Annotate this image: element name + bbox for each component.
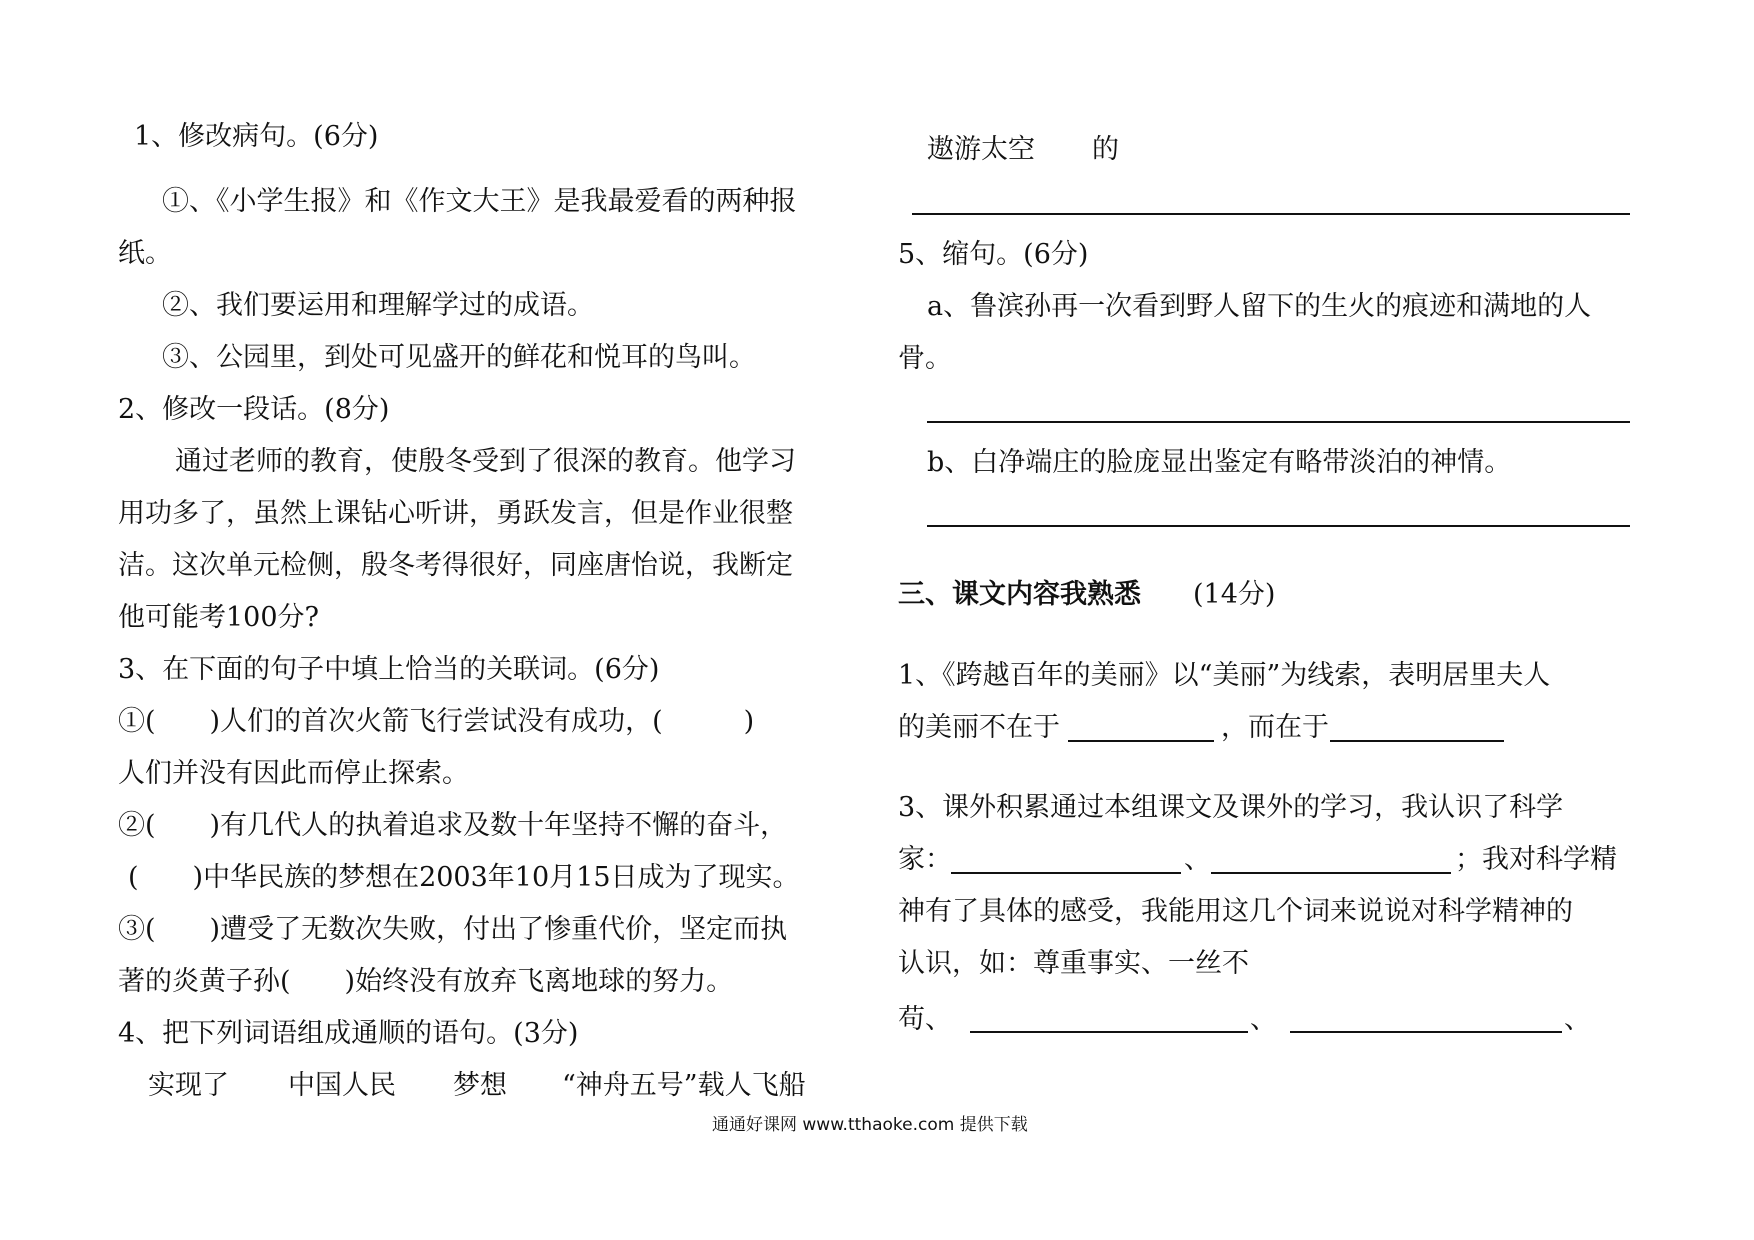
s3-q3-suffix: ；我对科学精 bbox=[1455, 844, 1617, 875]
section-3-score: (14分) bbox=[1193, 579, 1276, 610]
q2-paragraph-line-1: 通过老师的教育，使殷冬受到了很深的教育。他学习 bbox=[175, 446, 796, 477]
q3-item-3: ③( )遭受了无数次失败，付出了惨重代价，坚定而执 bbox=[118, 914, 788, 945]
q5-answer-line-b[interactable] bbox=[927, 525, 1630, 527]
s3-q3-line-1: 3、课外积累通过本组课文及课外的学习，我认识了科学 bbox=[898, 792, 1564, 823]
q4-answer-line[interactable] bbox=[912, 213, 1630, 215]
s3-q1-blank-2[interactable] bbox=[1330, 740, 1504, 742]
q1-sentence-2: ②、我们要运用和理解学过的成语。 bbox=[162, 290, 594, 321]
s3-q3-line-5-prefix: 苟、 bbox=[898, 1004, 952, 1035]
q1-title: 1、修改病句。(6分) bbox=[134, 121, 379, 152]
q4-word-6: 的 bbox=[1092, 134, 1119, 165]
q3-title: 3、在下面的句子中填上恰当的关联词。(6分) bbox=[118, 654, 660, 685]
s3-q1-mid: ，而在于 bbox=[1221, 712, 1329, 743]
s3-q3-separator: 、 bbox=[1184, 844, 1211, 875]
q2-paragraph-line-2: 用功多了，虽然上课钻心听讲，勇跃发言，但是作业很整 bbox=[118, 498, 793, 529]
q3-item-2: ②( )有几代人的执着追求及数十年坚持不懈的奋斗， bbox=[118, 810, 788, 841]
q4-word-2: 中国人民 bbox=[288, 1070, 396, 1101]
q5-title: 5、缩句。(6分) bbox=[898, 239, 1089, 270]
q1-sentence-3: ③、公园里，到处可见盛开的鲜花和悦耳的鸟叫。 bbox=[162, 342, 756, 373]
s3-q3-separator-3: 、 bbox=[1564, 1004, 1591, 1035]
q3-item-1-cont: 人们并没有因此而停止探索。 bbox=[118, 758, 469, 789]
s3-q3-prefix: 家： bbox=[898, 844, 952, 875]
q5-answer-line-a[interactable] bbox=[927, 421, 1630, 423]
s3-q1-blank-1[interactable] bbox=[1068, 740, 1214, 742]
s3-q3-line-3: 神有了具体的感受，我能用这几个词来说说对科学精神的 bbox=[898, 896, 1573, 927]
s3-q3-separator-2: 、 bbox=[1250, 1004, 1277, 1035]
q4-word-1: 实现了 bbox=[148, 1070, 229, 1101]
q4-word-5: 遨游太空 bbox=[927, 134, 1035, 165]
s3-q3-spirit-blank-1[interactable] bbox=[970, 1031, 1248, 1033]
s3-q3-spirit-blank-2[interactable] bbox=[1290, 1031, 1562, 1033]
q1-sentence-1: ①、《小学生报》和《作文大王》是我最爱看的两种报 bbox=[162, 186, 797, 217]
q3-item-1: ①( )人们的首次火箭飞行尝试没有成功，( ) bbox=[118, 706, 755, 737]
q5-item-a: a、鲁滨孙再一次看到野人留下的生火的痕迹和满地的人 bbox=[927, 291, 1592, 322]
q3-item-3-cont: 著的炎黄子孙( )始终没有放弃飞离地球的努力。 bbox=[118, 966, 734, 997]
s3-q1-line-1: 1、《跨越百年的美丽》以“美丽”为线索，表明居里夫人 bbox=[898, 660, 1551, 691]
s3-q3-scientist-blank-1[interactable] bbox=[951, 872, 1181, 874]
section-3-title: 三、课文内容我熟悉 bbox=[898, 579, 1141, 610]
q1-sentence-1-cont: 纸。 bbox=[118, 238, 172, 269]
q4-word-3: 梦想 bbox=[453, 1070, 507, 1101]
q5-item-a-cont: 骨。 bbox=[898, 343, 952, 374]
q4-word-4: “神舟五号”载人飞船 bbox=[562, 1070, 806, 1101]
footer-source: 通通好课网 www.tthaoke.com 提供下载 bbox=[712, 1115, 1028, 1135]
s3-q3-scientist-blank-2[interactable] bbox=[1211, 872, 1451, 874]
q2-paragraph-line-3: 洁。这次单元检侧，殷冬考得很好，同座唐怡说，我断定 bbox=[118, 550, 793, 581]
q2-paragraph-line-4: 他可能考100分? bbox=[118, 602, 320, 633]
q2-title: 2、修改一段话。(8分) bbox=[118, 394, 390, 425]
s3-q3-line-4: 认识，如：尊重事实、一丝不 bbox=[898, 948, 1249, 979]
q5-item-b: b、白净端庄的脸庞显出鉴定有略带淡泊的神情。 bbox=[927, 447, 1512, 478]
q3-item-2-cont: ( )中华民族的梦想在2003年10月15日成为了现实。 bbox=[128, 862, 800, 893]
s3-q1-prefix: 的美丽不在于 bbox=[898, 712, 1060, 743]
q4-title: 4、把下列词语组成通顺的语句。(3分) bbox=[118, 1018, 579, 1049]
